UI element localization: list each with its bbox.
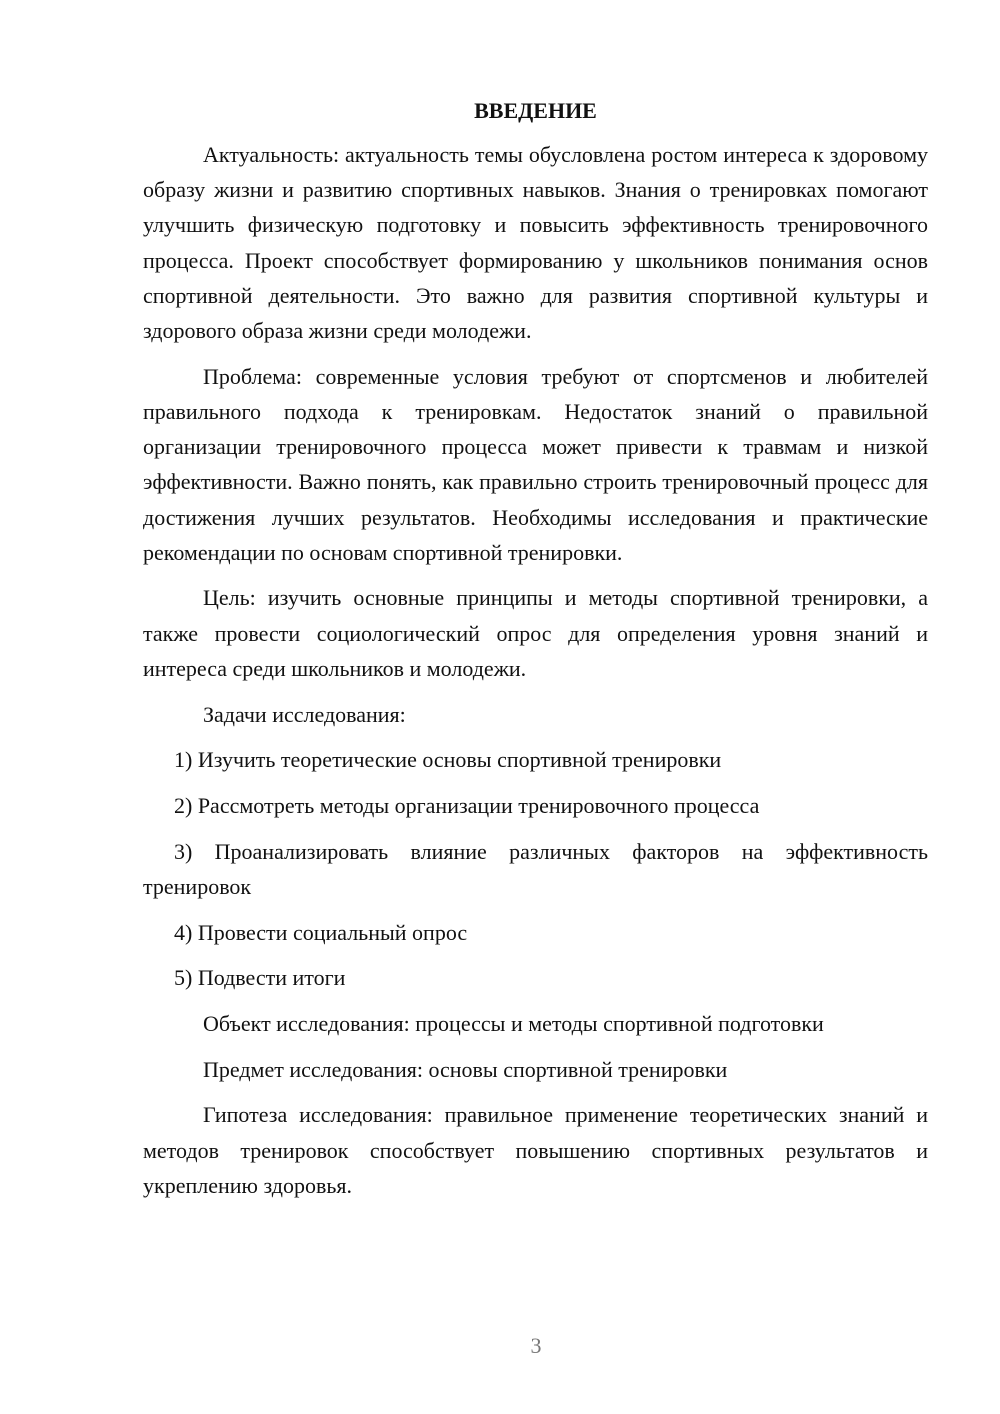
task-item: 2) Рассмотреть методы организации тренировочного процесса xyxy=(174,792,760,818)
page-title: ВВЕДЕНИЕ xyxy=(474,98,597,123)
paragraph-goal: Цель: изучить основные принципы и методы спортивной тренировки, а также провести социологический опрос для определения уровня знаний и интереса среди школьников и молодежи. xyxy=(143,585,928,681)
paragraph-object: Объект исследования: процессы и методы спортивной подготовки xyxy=(203,1010,824,1036)
task-item: 3) Проанализировать влияние различных факторов на эффективность тренировок xyxy=(143,838,928,899)
page-number: 3 xyxy=(530,1333,542,1358)
task-item: 4) Провести социальный опрос xyxy=(174,919,468,945)
task-item: 1) Изучить теоретические основы спортивной тренировки xyxy=(174,747,722,773)
tasks-title: Задачи исследования: xyxy=(203,701,406,727)
paragraph-hypothesis: Гипотеза исследования: правильное применение теоретических знаний и методов тренировок способствует повышению спортивных результатов и укреплению здоровья. xyxy=(143,1102,928,1198)
paragraph-subject: Предмет исследования: основы спортивной тренировки xyxy=(203,1056,728,1082)
paragraph-relevance: Актуальность: актуальность темы обусловлена ростом интереса к здоровому образу жизни и развитию спортивных навыков. Знания о тренировках помогают улучшить физическую подготовку и повысить эффективность тренировочного процесса. Проект способствует формированию у школьников понимания основ спортивной деятельности. Это важно для развития спортивной культуры и здорового образа жизни среди молодежи. xyxy=(143,142,928,344)
paragraph-problem: Проблема: современные условия требуют от спортсменов и любителей правильного подхода к тренировкам. Недостаток знаний о правильной организации тренировочного процесса может привести к травмам и низкой эффективности. Важно понять, как правильно строить тренировочный процесс для достижения лучших результатов. Необходимы исследования и практические рекомендации по основам спортивной тренировки. xyxy=(143,363,928,565)
page-content xyxy=(143,94,928,1203)
task-item: 5) Подвести итоги xyxy=(174,965,346,991)
